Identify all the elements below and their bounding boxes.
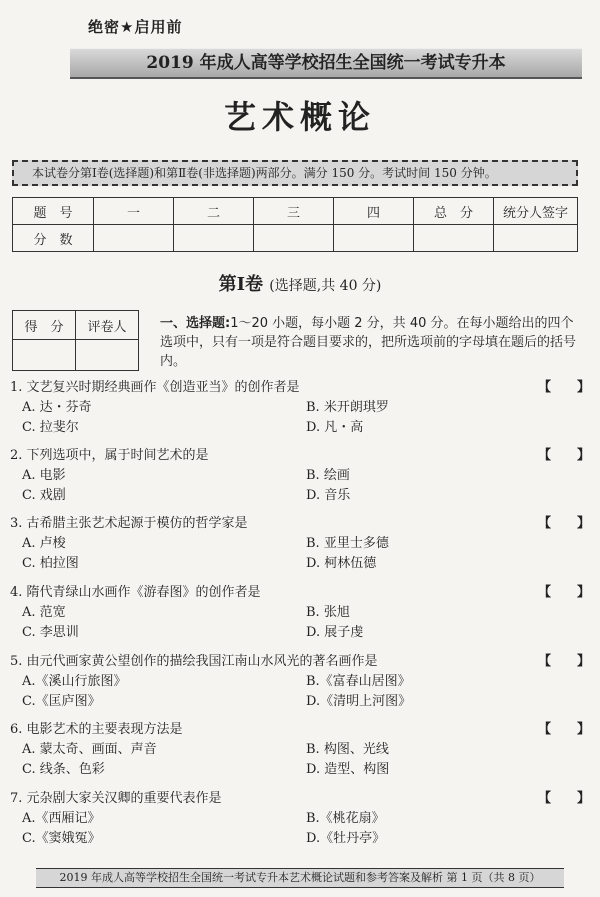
option-b: B.《富春山居图》 — [306, 674, 411, 689]
question — [10, 514, 590, 574]
option-c: C.《窦娥冤》 — [22, 831, 101, 846]
question-stem: 7. 元杂剧大家关汉卿的重要代表作是 — [10, 791, 222, 806]
option-c: C.《匡庐图》 — [22, 694, 101, 709]
instructions-text: 1～20 小题，每小题 2 分，共 40 分。在每小题给出的四个选项中，只有一项是符合题目要求的，把所选项前的字母填在题后的括号内。 — [160, 316, 577, 369]
option-a: A. 达・芬奇 — [22, 400, 92, 415]
question-stem: 1. 文艺复兴时期经典画作《创造亚当》的创作者是 — [10, 380, 300, 395]
score-input-cell[interactable] — [334, 225, 414, 252]
option-c: C. 线条、色彩 — [22, 762, 105, 777]
score-input-cell[interactable] — [94, 225, 174, 252]
option-d: D.《清明上河图》 — [306, 694, 412, 709]
score-label: 得 分 — [13, 311, 76, 340]
question-stem: 3. 古希腊主张艺术起源于模仿的哲学家是 — [10, 516, 248, 531]
grader-table — [12, 310, 139, 371]
option-c: C. 拉斐尔 — [22, 420, 79, 435]
score-cell: 总 分 — [414, 198, 494, 225]
score-input-cell[interactable] — [254, 225, 334, 252]
score-input-cell[interactable] — [13, 340, 76, 371]
section-heading — [0, 270, 600, 296]
answer-bracket[interactable]: 【 】 — [537, 654, 590, 669]
section-title: 第Ⅰ卷 — [218, 274, 264, 295]
option-b: B. 构图、光线 — [306, 742, 389, 757]
option-b: B. 亚里士多德 — [306, 536, 389, 551]
option-c: C. 柏拉图 — [22, 556, 79, 571]
grader-label: 评卷人 — [76, 311, 139, 340]
score-cell: 四 — [334, 198, 414, 225]
option-d: D.《牡丹亭》 — [306, 831, 386, 846]
option-b: B. 张旭 — [306, 605, 350, 620]
option-d: D. 音乐 — [306, 488, 351, 503]
grader-input-cell[interactable] — [76, 340, 139, 371]
score-cell: 题 号 — [13, 198, 94, 225]
score-cell: 二 — [174, 198, 254, 225]
score-input-cell[interactable] — [494, 225, 578, 252]
score-cell: 三 — [254, 198, 334, 225]
option-d: D. 展子虔 — [306, 625, 364, 640]
question-stem: 6. 电影艺术的主要表现方法是 — [10, 722, 183, 737]
answer-bracket[interactable]: 【 】 — [537, 448, 590, 463]
score-cell: 一 — [94, 198, 174, 225]
option-c: C. 李思训 — [22, 625, 79, 640]
question — [10, 789, 590, 849]
option-b: B. 绘画 — [306, 468, 350, 483]
question-stem: 5. 由元代画家黄公望创作的描绘我国江南山水风光的著名画作是 — [10, 654, 378, 669]
secret-label: 绝密★启用前 — [88, 18, 183, 36]
answer-bracket[interactable]: 【 】 — [537, 585, 590, 600]
option-c: C. 戏剧 — [22, 488, 66, 503]
answer-bracket[interactable]: 【 】 — [537, 380, 590, 395]
score-table — [12, 197, 578, 252]
option-a: A. 范宽 — [22, 605, 66, 620]
question — [10, 652, 590, 712]
instructions — [160, 314, 580, 371]
option-a: A.《溪山行旅图》 — [22, 674, 127, 689]
answer-bracket[interactable]: 【 】 — [537, 791, 590, 806]
score-input-cell[interactable] — [414, 225, 494, 252]
exam-notice: 本试卷分第Ⅰ卷(选择题)和第Ⅱ卷(非选择题)两部分。满分 150 分。考试时间 150 分钟。 — [12, 160, 578, 186]
question — [10, 378, 590, 438]
exam-title-banner: 2019 年成人高等学校招生全国统一考试专升本 — [70, 48, 582, 79]
subject-title: 艺术概论 — [223, 98, 376, 136]
score-table-score-row — [13, 225, 578, 252]
page-footer: 2019 年成人高等学校招生全国统一考试专升本艺术概论试题和参考答案及解析 第 1 页（共 8 页） — [36, 868, 564, 888]
answer-bracket[interactable]: 【 】 — [537, 722, 590, 737]
section-subtitle: (选择题,共 40 分) — [269, 278, 382, 294]
option-d: D. 造型、构图 — [306, 762, 390, 777]
option-d: D. 凡・高 — [306, 420, 364, 435]
option-d: D. 柯林伍德 — [306, 556, 377, 571]
option-b: B.《桃花扇》 — [306, 811, 385, 826]
score-input-cell[interactable] — [174, 225, 254, 252]
question-stem: 4. 隋代青绿山水画作《游春图》的创作者是 — [10, 585, 261, 600]
instructions-lead: 一、选择题: — [160, 316, 231, 331]
option-a: A. 电影 — [22, 468, 66, 483]
option-b: B. 米开朗琪罗 — [306, 400, 389, 415]
question — [10, 583, 590, 643]
option-a: A. 卢梭 — [22, 536, 66, 551]
answer-bracket[interactable]: 【 】 — [537, 516, 590, 531]
question — [10, 446, 590, 506]
question — [10, 720, 590, 780]
score-row-label: 分 数 — [13, 225, 94, 252]
score-cell: 统分人签字 — [494, 198, 578, 225]
option-a: A.《西厢记》 — [22, 811, 101, 826]
score-table-header-row — [13, 198, 578, 225]
question-stem: 2. 下列选项中，属于时间艺术的是 — [10, 448, 209, 463]
option-a: A. 蒙太奇、画面、声音 — [22, 742, 157, 757]
